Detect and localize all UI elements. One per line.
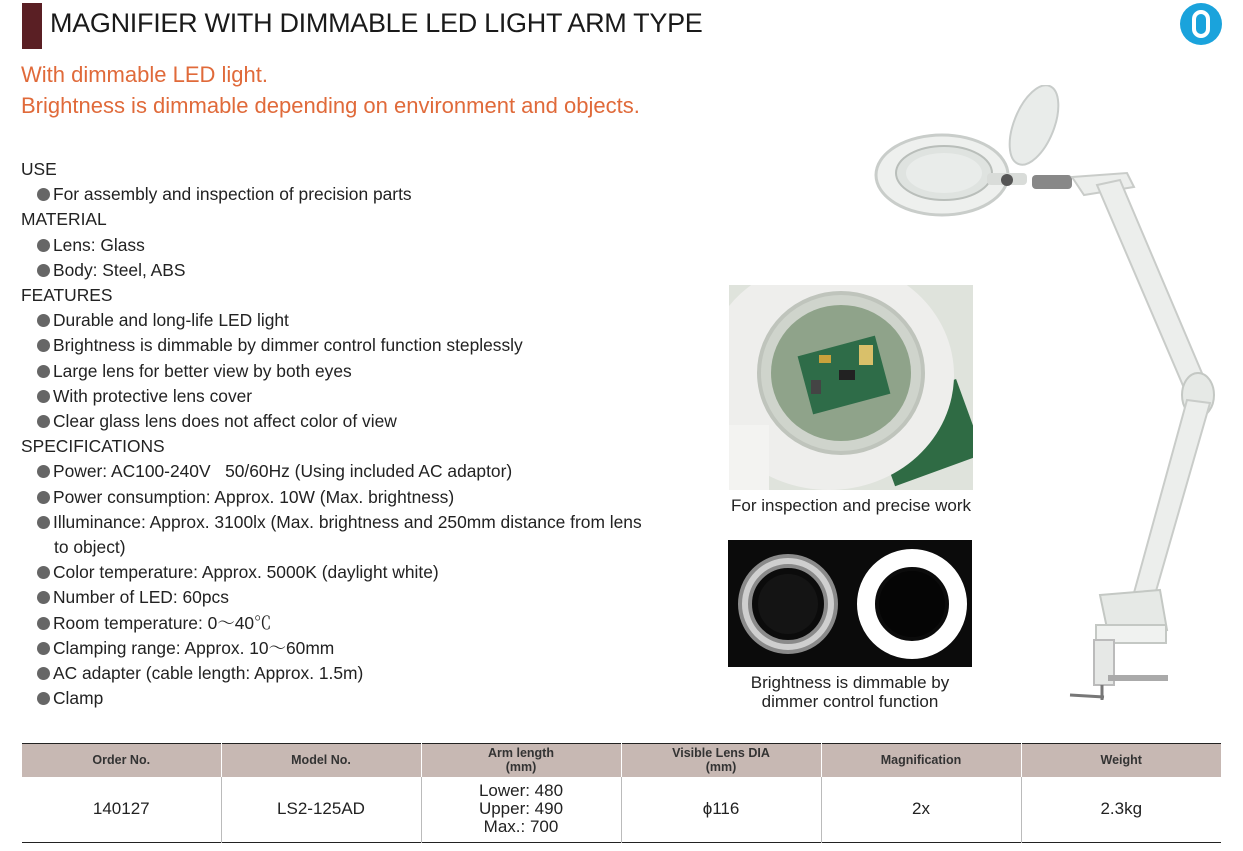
col-order-no: Order No. [22,744,221,777]
col-arm-length: Arm length (mm) [421,744,621,777]
list-item: With protective lens cover [21,384,721,409]
section-heading-features: FEATURES [21,285,113,306]
list-item: Color temperature: Approx. 5000K (daylight white) [21,560,721,585]
list-item: Lens: Glass [21,233,721,258]
cell-model-no: LS2-125AD [221,777,421,843]
list-item: Body: Steel, ABS [21,258,721,283]
title-accent-bar [22,3,42,49]
cell-arm-length: Lower: 480 Upper: 490 Max.: 700 [421,777,621,843]
bullet-icon [37,239,50,252]
cell-lens-dia: ϕ116 [621,777,821,843]
bullet-icon [37,314,50,327]
col-lens-dia: Visible Lens DIA (mm) [621,744,821,777]
cell-weight: 2.3kg [1021,777,1221,843]
list-item: Clamping range: Approx. 10〜60mm [21,636,721,661]
cell-magnification: 2x [821,777,1021,843]
spec-list [21,157,721,711]
section-heading-specifications: SPECIFICATIONS [21,436,165,457]
tagline-line-2: Brightness is dimmable depending on environment and objects. [21,93,640,118]
list-item: Brightness is dimmable by dimmer control function steplessly [21,333,721,358]
col-weight: Weight [1021,744,1221,777]
list-item: For assembly and inspection of precision parts [21,182,721,207]
list-item: Clamp [21,686,721,711]
o-circle-icon [1180,3,1222,45]
bullet-icon [37,491,50,504]
bullet-icon [37,264,50,277]
list-item: Durable and long-life LED light [21,308,721,333]
dimmable-light-caption: Brightness is dimmable by dimmer control function [750,673,950,711]
cell-order-no: 140127 [92,799,150,819]
list-item: Room temperature: 0〜40℃ [21,611,721,636]
bullet-icon [37,566,50,579]
bullet-icon [37,188,50,201]
table-row [22,777,1221,843]
spec-table [22,743,1221,843]
bullet-icon [37,692,50,705]
bullet-icon [37,667,50,680]
page-title: MAGNIFIER WITH DIMMABLE LED LIGHT ARM TYPE [50,8,703,38]
bullet-icon [37,339,50,352]
bullet-icon [37,617,50,630]
section-heading-material: MATERIAL [21,209,107,230]
bullet-icon [37,365,50,378]
bullet-icon [37,415,50,428]
bullet-icon [37,465,50,478]
tagline-line-1: With dimmable LED light. [21,62,268,87]
col-model-no: Model No. [221,744,421,777]
bullet-icon [37,390,50,403]
list-item: Number of LED: 60pcs [21,585,721,610]
col-magnification: Magnification [821,744,1021,777]
bullet-icon [37,516,50,529]
list-item: Large lens for better view by both eyes [21,359,721,384]
list-item: Illuminance: Approx. 3100lx (Max. brightness and 250mm distance from lens [21,510,721,535]
bullet-icon [37,642,50,655]
list-item: Power: AC100-240V 50/60Hz (Using included AC adaptor) [21,459,721,484]
bullet-icon [37,591,50,604]
magnifier-lamp-image [872,85,1237,710]
list-item: Clear glass lens does not affect color of view [21,409,721,434]
list-item: Power consumption: Approx. 10W (Max. brightness) [21,485,721,510]
table-header-row [22,744,1221,777]
list-item-continuation: to object) [54,537,126,558]
section-heading-use: USE [21,159,57,179]
list-item: AC adapter (cable length: Approx. 1.5m) [21,661,721,686]
inspection-photo-caption: For inspection and precise work [730,496,971,515]
